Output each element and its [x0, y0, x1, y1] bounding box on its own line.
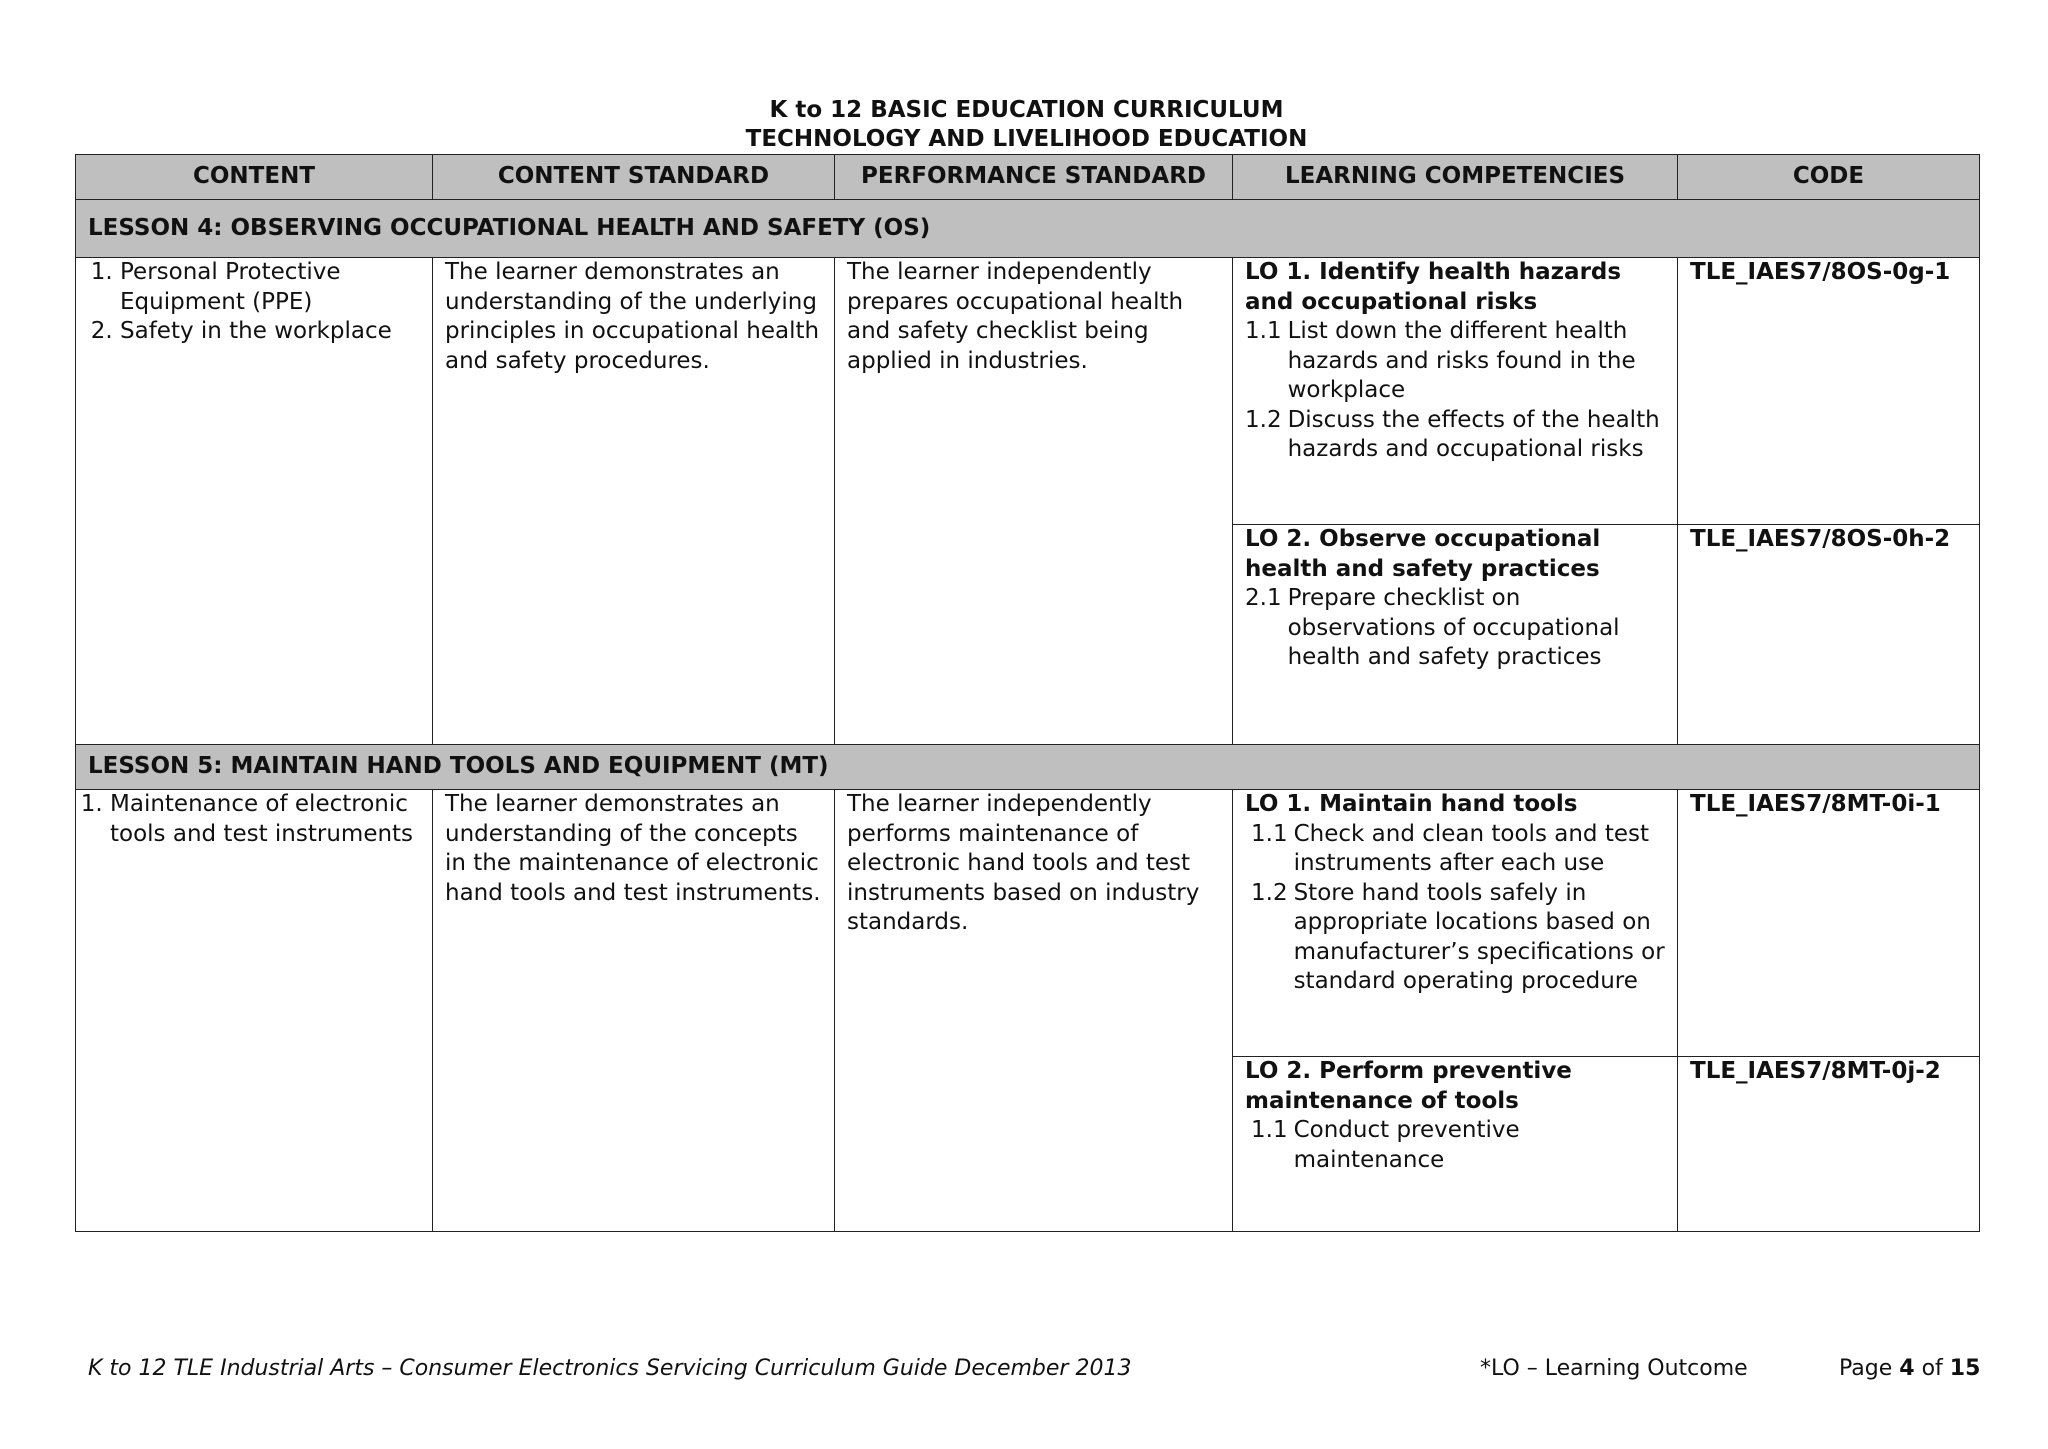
content-list	[88, 258, 420, 347]
col-header-content: CONTENT	[76, 155, 433, 200]
competency-text: Prepare checklist on observations of occupational health and safety practices	[1287, 585, 1620, 670]
subject-title: TECHNOLOGY AND LIVELIHOOD EDUCATION	[745, 126, 1308, 152]
col-header-content-standard: CONTENT STANDARD	[433, 155, 835, 200]
page-number	[1839, 1355, 1980, 1383]
competency-number: 2.1	[1245, 585, 1282, 611]
page-prefix: Page	[1839, 1356, 1893, 1381]
lesson-4-lo1-competency	[1233, 258, 1678, 525]
page-total: 15	[1949, 1356, 1981, 1381]
curriculum-table	[75, 154, 1980, 1232]
competency-number: 1.2	[1245, 406, 1282, 433]
content-list	[88, 790, 420, 849]
curriculum-title: K to 12 BASIC EDUCATION CURRICULUM	[769, 97, 1284, 123]
lesson-4-content	[76, 258, 433, 745]
lo-title: LO 2. Observe occupational health and safety practices	[1245, 526, 1601, 582]
competency-number: 1.2	[1251, 879, 1288, 906]
footer-guide-title: K to 12 TLE Industrial Arts – Consumer Electronics Servicing Curriculum Guide December 2013	[88, 1356, 1132, 1381]
lesson-4-lo2-code: TLE_IAES7/8OS-0h-2	[1678, 525, 1980, 745]
competency-number: 1.1	[1251, 820, 1288, 847]
lesson-4-title: LESSON 4: OBSERVING OCCUPATIONAL HEALTH AND SAFETY (OS)	[76, 200, 1980, 258]
competency-text: Conduct preventive maintenance	[1293, 1117, 1520, 1173]
lesson-4-content-standard: The learner demonstrates an understanding of the underlying principles in occupational health and safety procedures.	[433, 258, 835, 745]
competency-item	[1245, 879, 1665, 997]
competency-text: Store hand tools safely in appropriate locations based on manufacturer’s specifications or standard operating procedure	[1293, 879, 1665, 994]
table-header-row	[76, 155, 1980, 200]
page-current: 4	[1899, 1356, 1915, 1381]
lesson-4-lo1-code: TLE_IAES7/8OS-0g-1	[1678, 258, 1980, 525]
lesson-5-content	[76, 790, 433, 1232]
table-row	[76, 790, 1980, 1057]
lesson-4-performance-standard: The learner independently prepares occupational health and safety checklist being applied in industries.	[835, 258, 1233, 745]
lesson-5-lo2-code: TLE_IAES7/8MT-0j-2	[1678, 1057, 1980, 1232]
lesson-5-lo1-competency	[1233, 790, 1678, 1057]
col-header-performance-standard: PERFORMANCE STANDARD	[835, 155, 1233, 200]
competency-number: 1.1	[1245, 318, 1282, 344]
lesson-5-title: LESSON 5: MAINTAIN HAND TOOLS AND EQUIPMENT (MT)	[76, 745, 1980, 790]
lesson-5-lo2-competency	[1233, 1057, 1678, 1232]
col-header-learning-competencies: LEARNING COMPETENCIES	[1233, 155, 1678, 200]
competency-item	[1245, 1116, 1665, 1175]
document-header	[75, 96, 1978, 154]
competency-text: List down the different health hazards and risks found in the workplace	[1287, 318, 1636, 403]
lesson-row	[76, 200, 1980, 258]
footer-lo-note: *LO – Learning Outcome	[1480, 1356, 1748, 1381]
content-item: 1. Personal Protective Equipment (PPE)	[120, 258, 420, 317]
competency-number: 1.1	[1251, 1117, 1288, 1143]
competency-text: Check and clean tools and test instruments after each use	[1293, 820, 1649, 876]
lesson-4-lo2-competency	[1233, 525, 1678, 745]
lo-title: LO 1. Identify health hazards and occupational risks	[1245, 259, 1622, 315]
content-item: 2. Safety in the workplace	[120, 317, 420, 347]
page-of: of	[1921, 1356, 1943, 1381]
competency-item	[1245, 820, 1665, 879]
competency-item	[1245, 584, 1665, 673]
lesson-5-lo1-code: TLE_IAES7/8MT-0i-1	[1678, 790, 1980, 1057]
lo-title: LO 1. Maintain hand tools	[1245, 791, 1578, 817]
lesson-row	[76, 745, 1980, 790]
competency-item	[1245, 406, 1665, 465]
col-header-code: CODE	[1678, 155, 1980, 200]
content-item: 1. Maintenance of electronic tools and test instruments	[110, 790, 420, 849]
table-row	[76, 258, 1980, 525]
lesson-5-performance-standard: The learner independently performs maintenance of electronic hand tools and test instruments based on industry standards.	[835, 790, 1233, 1232]
competency-text: Discuss the effects of the health hazards and occupational risks	[1287, 406, 1660, 462]
competency-item	[1245, 317, 1665, 406]
lo-title: LO 2. Perform preventive maintenance of tools	[1245, 1058, 1572, 1114]
lesson-5-content-standard: The learner demonstrates an understanding of the concepts in the maintenance of electronic hand tools and test instruments.	[433, 790, 835, 1232]
